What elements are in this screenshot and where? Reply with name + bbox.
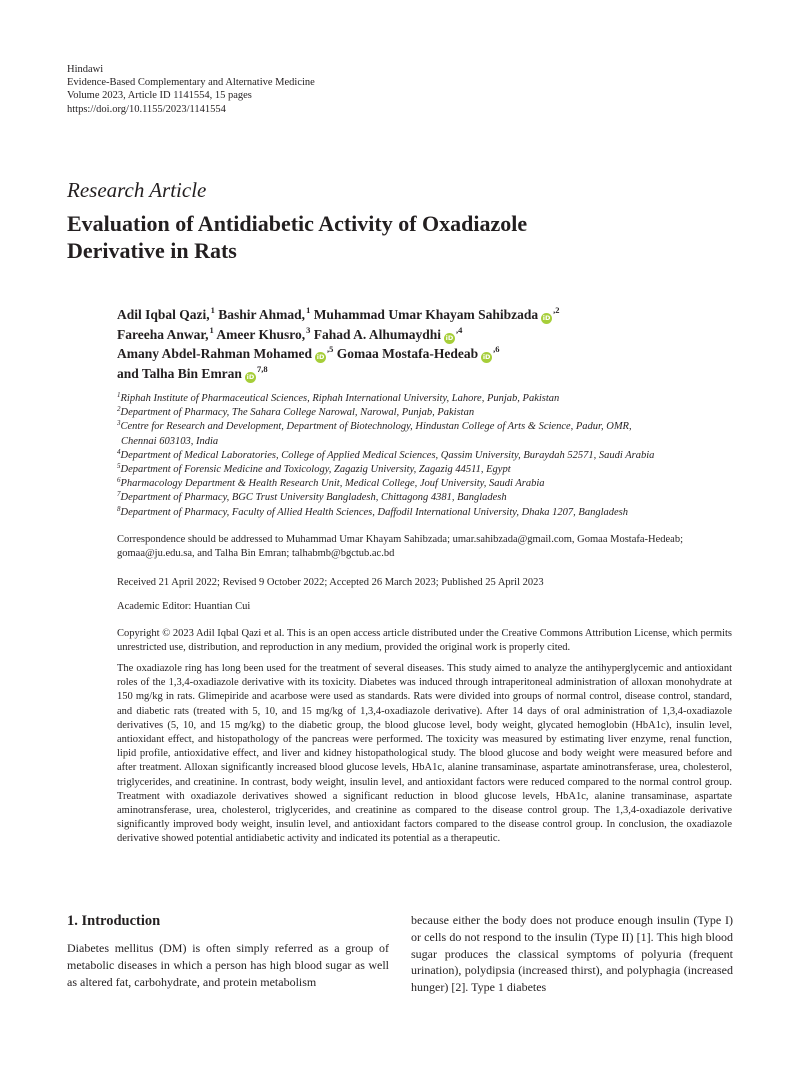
affiliation-text: Department of Pharmacy, BGC Trust University Bangladesh, Chittagong 4381, Bangladesh [120, 492, 507, 504]
abstract: The oxadiazole ring has long been used for the treatment of several diseases. This study aimed to analyze the antihyperglycemic and antioxidant roles of the 1,3,4-oxadiazole derivative with its toxicity. Diabetes was induced through intraperitoneal administration of alloxan monohydrate at 150 mg/kg in rats. Glimepiride and acarbose were used as standards. Rats were divided into groups of normal control, disease control, standard, and diabetic rats (treated with 5, 10, and 15 mg/kg of 1,3,4-oxadiazole derivative). After 14 days of oral administration of 1,3,4-oxadiazole derivatives (5, 10, and 15 mg/kg) to the diabetic group, the blood glucose level, body weight, glycated hemoglobin (HbA1c), insulin level, antioxidant effect, and histopathology of the pancreas were performed. The toxicity was measured by estimating liver enzyme, renal function, lipid profile, antioxidative effect, and liver and kidney histopathological study. The blood glucose and body weight were measured before and after treatment. Alloxan significantly increased blood glucose levels, HbA1c, alanine transaminase, aspartate aminotransferase, urea, cholesterol, triglycerides, and creatinine. In contrast, body weight, insulin level, and antioxidant factors were reduced compared to the normal control group. Treatment with oxadiazole derivatives showed a significant reduction in blood glucose levels, HbA1c, alanine transaminase, aspartate aminotransferase, urea, cholesterol, triglycerides, and creatinine as compared to the disease control group. The 1,3,4-oxadiazole derivative significantly improved body weight, insulin level, and antioxidant factors compared to the disease control group. In conclusion, the oxadiazole derivative showed potential antidiabetic activity and indicated its potential as a therapeutic. [117, 663, 732, 845]
author-affiliation-mark: ,2 [553, 305, 560, 315]
affiliation-text: Department of Pharmacy, Faculty of Allied Health Sciences, Daffodil International University, Dhaka 1207, Bangladesh [120, 506, 629, 518]
correspondence: Correspondence should be addressed to Muhammad Umar Khayam Sahibzada; umar.sahibzada@gmail.com, Gomaa Mostafa-Hedeab; gomaa@ju.edu.sa, and Talha Bin Emran; talhabmb@bgctub.ac.bd [117, 534, 683, 560]
affiliation-item [117, 463, 737, 477]
doi-link[interactable]: https://doi.org/10.1155/2023/1141554 [67, 103, 226, 115]
journal-header [67, 63, 315, 116]
orcid-icon[interactable]: iD [445, 333, 454, 342]
author-line [117, 344, 757, 364]
author-affiliation-mark: 1 [210, 305, 215, 315]
affiliation-number: 3 [117, 419, 121, 428]
author-name[interactable]: Gomaa Mostafa-Hedeab [336, 346, 479, 361]
title-line: Evaluation of Antidiabetic Activity of Oxadiazole [67, 211, 528, 236]
affiliation-item [117, 406, 737, 420]
affiliation-text: Department of Medical Laboratories, College of Applied Medical Sciences, Qassim University, Buraydah 52571, Saudi Arabia [120, 449, 655, 461]
section-heading: 1. Introduction [67, 913, 161, 929]
author-list [117, 305, 757, 383]
author-affiliation-mark: 1 [209, 324, 214, 335]
author-name[interactable]: Fahad A. Alhumaydhi [313, 326, 441, 342]
affiliation-item [117, 506, 737, 520]
orcid-icon[interactable]: iD [542, 314, 551, 322]
affiliation-text: Department of Pharmacy, The Sahara College Narowal, Narowal, Punjab, Pakistan [120, 407, 475, 419]
body-column-right [411, 912, 733, 996]
orcid-icon[interactable]: iD [246, 372, 255, 381]
author-line [117, 305, 757, 325]
body-paragraph: because either the body does not produce enough insulin (Type I) or cells do not respond to the insulin (Type II) [1]. This high blood sugar produces the classical symptoms of polyuria (frequent urination), polydipsia (increased thirst), and polyphagia (increased hunger) [2]. Type 1 diabetes [411, 913, 733, 995]
affiliation-item [117, 392, 737, 406]
affiliation-item [117, 477, 737, 491]
affiliation-number: 4 [117, 447, 121, 456]
affiliation-number: 5 [117, 462, 121, 471]
affiliation-item [117, 420, 737, 448]
affiliation-text: Pharmacology Department & Health Research Unit, Medical College, Jouf University, Saudi Arabia [120, 478, 545, 490]
author-name[interactable]: and Talha Bin Emran [117, 365, 242, 381]
affiliation-text: Department of Forensic Medicine and Toxicology, Zagazig University, Zagazig 44511, Egypt [120, 464, 511, 476]
copyright-notice: Copyright © 2023 Adil Iqbal Qazi et al. This is an open access article distributed under the Creative Commons Attribution License, which permits unrestricted use, distribution, and reproduction in any medium, provided the original work is properly cited. [117, 628, 732, 654]
body-column-left [67, 912, 389, 990]
affiliation-text: Centre for Research and Development, Department of Biotechnology, Hindustan College of Arts & Science, Padur, OMR, [120, 421, 632, 433]
affiliation-list [117, 392, 737, 520]
author-affiliation-mark: ,6 [493, 344, 500, 354]
author-name[interactable]: Fareeha Anwar, [117, 326, 209, 342]
journal-name: Evidence-Based Complementary and Alternative Medicine [67, 77, 315, 89]
author-name[interactable]: Bashir Ahmad, [218, 307, 306, 322]
affiliation-number: 1 [117, 391, 121, 399]
title-line: Derivative in Rats [67, 238, 237, 263]
publisher-name: Hindawi [67, 64, 104, 75]
affiliation-text-continued: Chennai 603103, India [121, 435, 219, 447]
academic-editor: Academic Editor: Huantian Cui [117, 601, 251, 612]
body-paragraph: Diabetes mellitus (DM) is often simply referred as a group of metabolic diseases in which a person has high blood sugar as well as altered fat, carbohydrate, and protein metabolism [67, 941, 389, 989]
orcid-icon[interactable]: iD [316, 353, 325, 361]
article-title [67, 210, 707, 264]
author-affiliation-mark: 3 [306, 324, 311, 335]
affiliation-item [117, 449, 737, 463]
author-line [117, 364, 757, 384]
author-affiliation-mark: ,5 [327, 344, 334, 354]
publication-dates: Received 21 April 2022; Revised 9 October 2022; Accepted 26 March 2023; Published 25 April 2023 [117, 577, 544, 588]
author-name[interactable]: Adil Iqbal Qazi, [117, 307, 210, 322]
author-name[interactable]: Muhammad Umar Khayam Sahibzada [313, 307, 539, 322]
article-type: Research Article [67, 178, 207, 202]
orcid-icon[interactable]: iD [482, 353, 491, 361]
affiliation-number: 7 [117, 490, 121, 499]
affiliation-number: 2 [117, 405, 121, 414]
author-line [117, 325, 757, 345]
author-name[interactable]: Ameer Khusro, [216, 326, 306, 342]
affiliation-number: 6 [117, 476, 121, 485]
affiliation-text: Riphah Institute of Pharmaceutical Sciences, Riphah International University, Lahore, Punjab, Pakistan [120, 393, 560, 404]
author-name[interactable]: Amany Abdel-Rahman Mohamed [117, 346, 313, 361]
author-affiliation-mark: 1 [306, 305, 311, 315]
author-affiliation-mark: ,4 [455, 324, 463, 335]
author-affiliation-mark: 7,8 [256, 363, 268, 374]
affiliation-number: 8 [117, 504, 121, 513]
affiliation-item [117, 491, 737, 505]
journal-volume: Volume 2023, Article ID 1141554, 15 pages [67, 90, 252, 102]
